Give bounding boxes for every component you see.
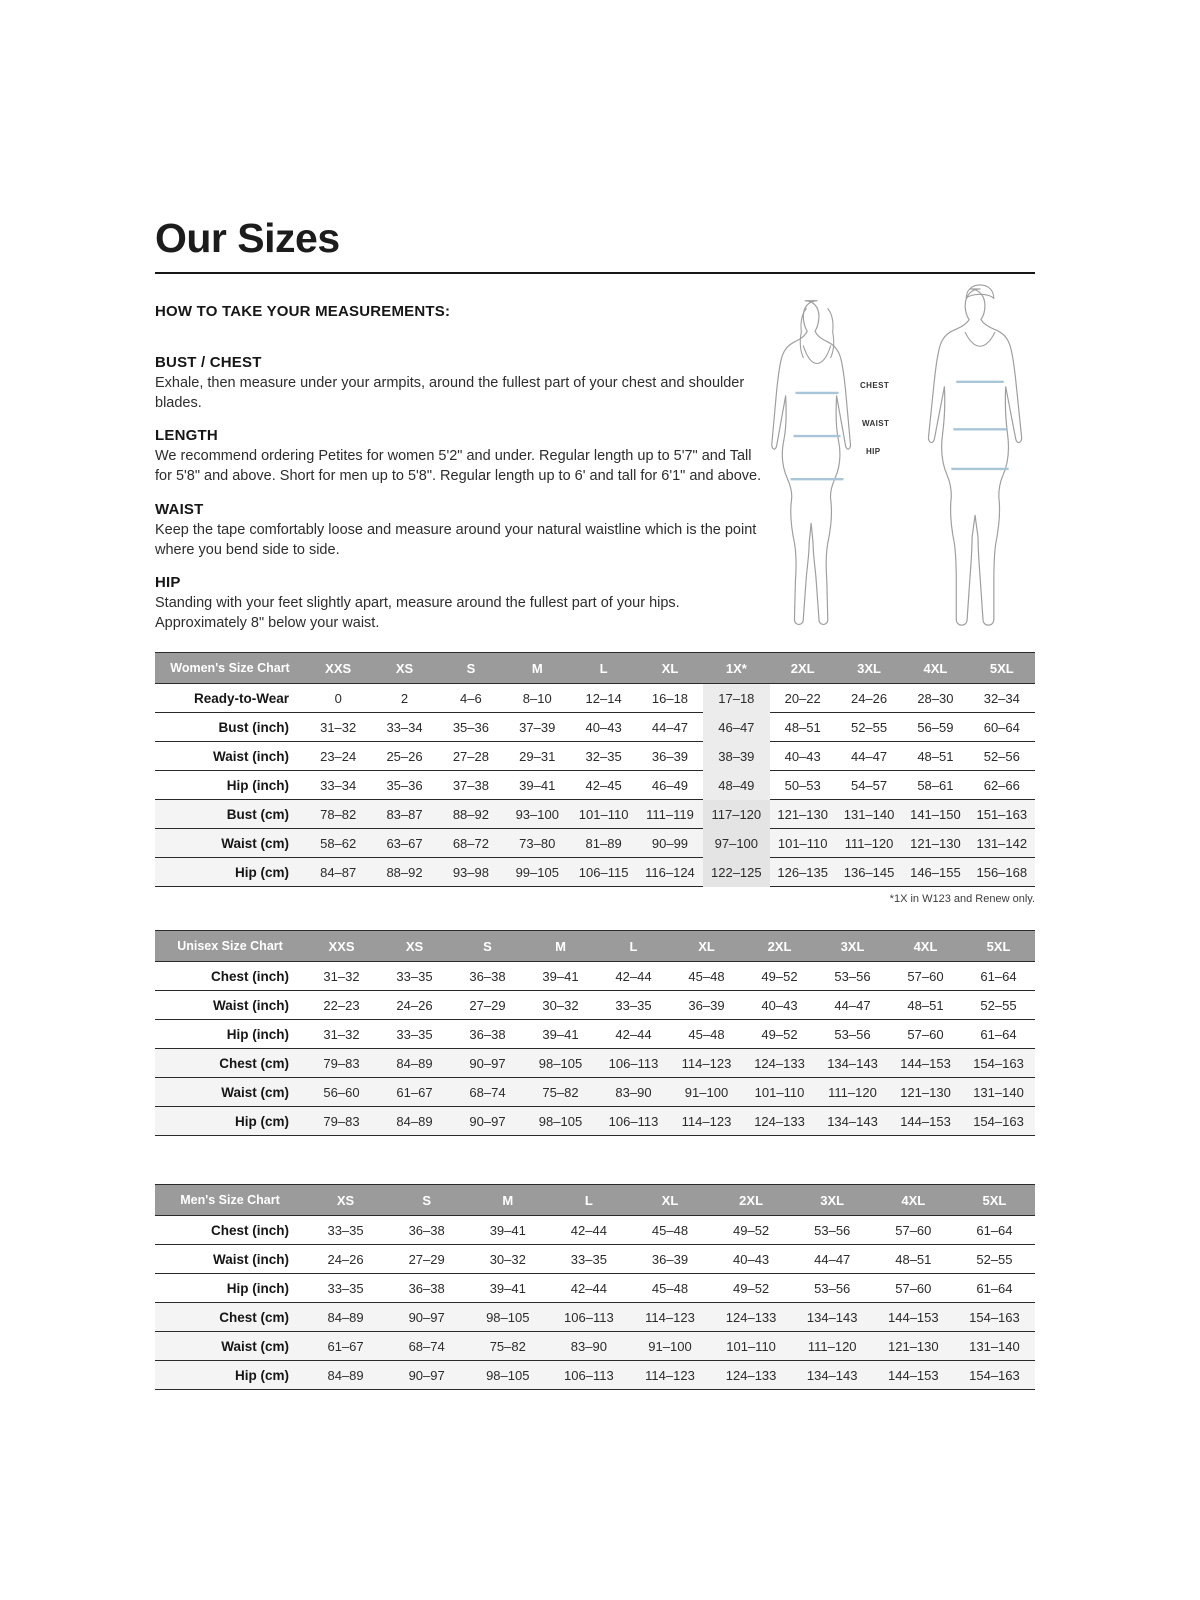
section-title: HIP <box>155 574 181 592</box>
size-value: 33–34 <box>305 771 371 800</box>
table-title-cell: Women's Size Chart <box>155 653 305 684</box>
size-value: 39–41 <box>467 1274 548 1303</box>
size-value: 84–89 <box>305 1303 386 1332</box>
size-value: 56–60 <box>305 1078 378 1107</box>
size-column-header: S <box>386 1185 467 1216</box>
size-value: 53–56 <box>792 1216 873 1245</box>
size-value: 106–113 <box>548 1303 629 1332</box>
size-value: 40–43 <box>570 713 636 742</box>
size-value: 131–140 <box>954 1332 1035 1361</box>
size-value: 90–97 <box>386 1303 467 1332</box>
size-column-header: M <box>467 1185 548 1216</box>
size-value: 106–113 <box>597 1107 670 1136</box>
table-row <box>155 1274 1035 1303</box>
size-column-header: L <box>548 1185 629 1216</box>
size-value: 84–89 <box>378 1107 451 1136</box>
size-value: 97–100 <box>703 829 769 858</box>
row-label: Hip (cm) <box>155 1107 305 1136</box>
size-value: 27–28 <box>438 742 504 771</box>
size-value: 134–143 <box>792 1303 873 1332</box>
size-value: 42–44 <box>548 1216 629 1245</box>
woman-body-outline <box>772 301 851 625</box>
size-value: 49–52 <box>743 962 816 991</box>
size-value: 61–67 <box>378 1078 451 1107</box>
table-row <box>155 991 1035 1020</box>
size-value: 30–32 <box>467 1245 548 1274</box>
size-value: 24–26 <box>836 684 902 713</box>
size-value: 75–82 <box>467 1332 548 1361</box>
size-value: 48–51 <box>902 742 968 771</box>
size-value: 24–26 <box>305 1245 386 1274</box>
size-value: 32–35 <box>570 742 636 771</box>
table-row <box>155 858 1035 887</box>
size-value: 124–133 <box>711 1303 792 1332</box>
size-value: 111–120 <box>816 1078 889 1107</box>
size-value: 61–64 <box>962 962 1035 991</box>
size-value: 121–130 <box>873 1332 954 1361</box>
size-value: 106–113 <box>548 1361 629 1390</box>
size-value: 45–48 <box>670 1020 743 1049</box>
size-value: 124–133 <box>743 1107 816 1136</box>
section-bust-chest <box>155 354 770 413</box>
row-label: Ready-to-Wear <box>155 684 305 713</box>
size-value: 36–38 <box>451 1020 524 1049</box>
size-column-header: 4XL <box>873 1185 954 1216</box>
size-value: 99–105 <box>504 858 570 887</box>
size-value: 79–83 <box>305 1049 378 1078</box>
table-row <box>155 1245 1035 1274</box>
size-value: 134–143 <box>792 1361 873 1390</box>
size-value: 40–43 <box>711 1245 792 1274</box>
size-value: 131–140 <box>962 1078 1035 1107</box>
size-value: 52–56 <box>969 742 1035 771</box>
size-value: 33–35 <box>597 991 670 1020</box>
size-column-header: 3XL <box>792 1185 873 1216</box>
size-value: 81–89 <box>570 829 636 858</box>
size-value: 2 <box>371 684 437 713</box>
size-value: 58–62 <box>305 829 371 858</box>
size-value: 46–49 <box>637 771 703 800</box>
size-value: 144–153 <box>873 1303 954 1332</box>
size-column-header: XL <box>670 931 743 962</box>
size-value: 93–100 <box>504 800 570 829</box>
size-value: 93–98 <box>438 858 504 887</box>
size-value: 116–124 <box>637 858 703 887</box>
hip-label: HIP <box>866 447 881 456</box>
size-value: 84–89 <box>305 1361 386 1390</box>
size-value: 111–119 <box>637 800 703 829</box>
row-label: Chest (inch) <box>155 1216 305 1245</box>
size-value: 78–82 <box>305 800 371 829</box>
size-value: 53–56 <box>792 1274 873 1303</box>
size-value: 28–30 <box>902 684 968 713</box>
size-value: 98–105 <box>524 1107 597 1136</box>
size-column-header: 5XL <box>954 1185 1035 1216</box>
size-value: 57–60 <box>889 1020 962 1049</box>
size-value: 117–120 <box>703 800 769 829</box>
size-column-header: 2XL <box>770 653 836 684</box>
size-value: 57–60 <box>889 962 962 991</box>
size-value: 54–57 <box>836 771 902 800</box>
size-value: 39–41 <box>524 962 597 991</box>
size-value: 35–36 <box>371 771 437 800</box>
size-value: 42–44 <box>597 1020 670 1049</box>
size-value: 36–39 <box>670 991 743 1020</box>
size-value: 33–34 <box>371 713 437 742</box>
chest-label: CHEST <box>860 381 890 390</box>
size-value: 33–35 <box>378 1020 451 1049</box>
table-row <box>155 800 1035 829</box>
size-column-header: XL <box>629 1185 710 1216</box>
size-column-header: 5XL <box>969 653 1035 684</box>
size-value: 141–150 <box>902 800 968 829</box>
size-value: 53–56 <box>816 962 889 991</box>
unisex-size-table <box>155 930 1035 1136</box>
size-column-header: XS <box>305 1185 386 1216</box>
row-label: Chest (cm) <box>155 1049 305 1078</box>
size-value: 49–52 <box>743 1020 816 1049</box>
size-value: 57–60 <box>873 1216 954 1245</box>
table-row <box>155 771 1035 800</box>
size-value: 22–23 <box>305 991 378 1020</box>
table-row <box>155 962 1035 991</box>
size-value: 48–49 <box>703 771 769 800</box>
size-value: 33–35 <box>378 962 451 991</box>
size-value: 45–48 <box>670 962 743 991</box>
size-value: 101–110 <box>570 800 636 829</box>
instructions-heading: HOW TO TAKE YOUR MEASUREMENTS: <box>155 303 451 320</box>
size-value: 50–53 <box>770 771 836 800</box>
title-divider <box>155 272 1035 274</box>
size-value: 84–87 <box>305 858 371 887</box>
size-value: 30–32 <box>524 991 597 1020</box>
size-value: 83–87 <box>371 800 437 829</box>
size-value: 49–52 <box>711 1274 792 1303</box>
size-value: 56–59 <box>902 713 968 742</box>
section-waist <box>155 501 770 560</box>
row-label: Waist (cm) <box>155 1332 305 1361</box>
womens-size-table <box>155 652 1035 887</box>
size-value: 42–44 <box>548 1274 629 1303</box>
size-column-header: 2XL <box>711 1185 792 1216</box>
row-label: Hip (inch) <box>155 1020 305 1049</box>
size-value: 16–18 <box>637 684 703 713</box>
size-value: 8–10 <box>504 684 570 713</box>
size-value: 111–120 <box>836 829 902 858</box>
size-value: 106–113 <box>597 1049 670 1078</box>
row-label: Waist (inch) <box>155 742 305 771</box>
size-value: 136–145 <box>836 858 902 887</box>
size-value: 20–22 <box>770 684 836 713</box>
size-value: 24–26 <box>378 991 451 1020</box>
size-value: 48–51 <box>889 991 962 1020</box>
size-value: 75–82 <box>524 1078 597 1107</box>
row-label: Waist (cm) <box>155 1078 305 1107</box>
size-value: 88–92 <box>438 800 504 829</box>
size-value: 39–41 <box>504 771 570 800</box>
row-label: Hip (inch) <box>155 771 305 800</box>
size-value: 121–130 <box>902 829 968 858</box>
size-value: 79–83 <box>305 1107 378 1136</box>
size-value: 33–35 <box>305 1216 386 1245</box>
size-value: 90–97 <box>451 1107 524 1136</box>
size-value: 17–18 <box>703 684 769 713</box>
size-value: 36–39 <box>637 742 703 771</box>
woman-silhouette <box>754 289 880 637</box>
size-column-header: XS <box>378 931 451 962</box>
size-value: 44–47 <box>792 1245 873 1274</box>
size-column-header: 1X* <box>703 653 769 684</box>
size-value: 53–56 <box>816 1020 889 1049</box>
table-title-cell: Unisex Size Chart <box>155 931 305 962</box>
size-value: 27–29 <box>451 991 524 1020</box>
size-column-header: XXS <box>305 653 371 684</box>
size-value: 144–153 <box>889 1107 962 1136</box>
size-value: 98–105 <box>467 1303 548 1332</box>
size-value: 40–43 <box>770 742 836 771</box>
size-column-header: XXS <box>305 931 378 962</box>
size-value: 134–143 <box>816 1049 889 1078</box>
row-label: Hip (cm) <box>155 1361 305 1390</box>
size-value: 42–44 <box>597 962 670 991</box>
row-label: Chest (cm) <box>155 1303 305 1332</box>
size-value: 83–90 <box>548 1332 629 1361</box>
size-value: 111–120 <box>792 1332 873 1361</box>
size-value: 106–115 <box>570 858 636 887</box>
size-value: 88–92 <box>371 858 437 887</box>
size-value: 39–41 <box>524 1020 597 1049</box>
table-row <box>155 684 1035 713</box>
section-hip <box>155 574 770 633</box>
size-value: 52–55 <box>836 713 902 742</box>
table-row <box>155 1020 1035 1049</box>
size-value: 25–26 <box>371 742 437 771</box>
size-value: 52–55 <box>962 991 1035 1020</box>
size-value: 68–74 <box>386 1332 467 1361</box>
size-value: 91–100 <box>670 1078 743 1107</box>
size-column-header: L <box>570 653 636 684</box>
size-value: 46–47 <box>703 713 769 742</box>
size-value: 61–67 <box>305 1332 386 1361</box>
size-value: 146–155 <box>902 858 968 887</box>
size-value: 40–43 <box>743 991 816 1020</box>
size-value: 90–97 <box>386 1361 467 1390</box>
size-value: 36–38 <box>386 1216 467 1245</box>
size-value: 68–72 <box>438 829 504 858</box>
table-row <box>155 829 1035 858</box>
size-value: 131–140 <box>836 800 902 829</box>
size-value: 31–32 <box>305 1020 378 1049</box>
size-value: 154–163 <box>962 1049 1035 1078</box>
size-value: 35–36 <box>438 713 504 742</box>
table-row <box>155 742 1035 771</box>
size-value: 84–89 <box>378 1049 451 1078</box>
size-column-header: S <box>451 931 524 962</box>
size-value: 48–51 <box>770 713 836 742</box>
size-value: 42–45 <box>570 771 636 800</box>
size-value: 39–41 <box>467 1216 548 1245</box>
size-value: 4–6 <box>438 684 504 713</box>
table-row <box>155 1049 1035 1078</box>
size-value: 27–29 <box>386 1245 467 1274</box>
section-length <box>155 427 770 486</box>
size-value: 32–34 <box>969 684 1035 713</box>
size-value: 0 <box>305 684 371 713</box>
size-value: 57–60 <box>873 1274 954 1303</box>
size-value: 61–64 <box>962 1020 1035 1049</box>
size-value: 73–80 <box>504 829 570 858</box>
section-body: Standing with your feet slightly apart, measure around the fullest part of your hips. Approximately 8" below your waist. <box>155 595 680 632</box>
section-title: LENGTH <box>155 427 218 445</box>
size-value: 90–97 <box>451 1049 524 1078</box>
row-label: Waist (cm) <box>155 829 305 858</box>
mens-size-table <box>155 1184 1035 1390</box>
measurement-instructions <box>155 303 770 648</box>
size-value: 49–52 <box>711 1216 792 1245</box>
size-column-header: 3XL <box>836 653 902 684</box>
waist-label: WAIST <box>862 419 890 428</box>
size-value: 37–38 <box>438 771 504 800</box>
size-value: 98–105 <box>467 1361 548 1390</box>
size-value: 44–47 <box>836 742 902 771</box>
size-value: 48–51 <box>873 1245 954 1274</box>
size-value: 44–47 <box>637 713 703 742</box>
size-value: 114–123 <box>670 1049 743 1078</box>
size-chart-footnote: *1X in W123 and Renew only. <box>889 893 1035 905</box>
size-column-header: 3XL <box>816 931 889 962</box>
size-column-header: 4XL <box>889 931 962 962</box>
size-value: 134–143 <box>816 1107 889 1136</box>
size-value: 98–105 <box>524 1049 597 1078</box>
size-value: 45–48 <box>629 1216 710 1245</box>
size-value: 58–61 <box>902 771 968 800</box>
size-value: 154–163 <box>954 1361 1035 1390</box>
size-value: 121–130 <box>889 1078 962 1107</box>
size-column-header: M <box>524 931 597 962</box>
size-value: 29–31 <box>504 742 570 771</box>
size-value: 31–32 <box>305 713 371 742</box>
size-column-header: 4XL <box>902 653 968 684</box>
size-value: 83–90 <box>597 1078 670 1107</box>
size-value: 52–55 <box>954 1245 1035 1274</box>
size-value: 60–64 <box>969 713 1035 742</box>
size-column-header: 5XL <box>962 931 1035 962</box>
table-row <box>155 1107 1035 1136</box>
size-value: 31–32 <box>305 962 378 991</box>
size-value: 61–64 <box>954 1216 1035 1245</box>
size-value: 154–163 <box>962 1107 1035 1136</box>
size-value: 114–123 <box>629 1361 710 1390</box>
size-value: 62–66 <box>969 771 1035 800</box>
man-silhouette <box>912 281 1048 637</box>
size-value: 151–163 <box>969 800 1035 829</box>
row-label: Waist (inch) <box>155 991 305 1020</box>
size-value: 12–14 <box>570 684 636 713</box>
size-value: 101–110 <box>770 829 836 858</box>
size-value: 121–130 <box>770 800 836 829</box>
row-label: Bust (cm) <box>155 800 305 829</box>
size-column-header: XL <box>637 653 703 684</box>
section-body: We recommend ordering Petites for women 5'2" and under. Regular length up to 5'7" and Tall for 5'8" and above. Short for men up to 5'8". Regular length up to 6' and tall for 6'1" and above. <box>155 448 762 485</box>
size-value: 154–163 <box>954 1303 1035 1332</box>
row-label: Hip (cm) <box>155 858 305 887</box>
size-value: 23–24 <box>305 742 371 771</box>
size-value: 45–48 <box>629 1274 710 1303</box>
table-row <box>155 1078 1035 1107</box>
size-column-header: L <box>597 931 670 962</box>
table-row <box>155 1361 1035 1390</box>
size-value: 101–110 <box>743 1078 816 1107</box>
row-label: Waist (inch) <box>155 1245 305 1274</box>
size-value: 36–38 <box>386 1274 467 1303</box>
size-value: 124–133 <box>743 1049 816 1078</box>
row-label: Bust (inch) <box>155 713 305 742</box>
size-value: 126–135 <box>770 858 836 887</box>
size-value: 156–168 <box>969 858 1035 887</box>
size-value: 36–39 <box>629 1245 710 1274</box>
table-row <box>155 1303 1035 1332</box>
table-row <box>155 713 1035 742</box>
page-title: Our Sizes <box>155 215 340 261</box>
size-value: 90–99 <box>637 829 703 858</box>
size-column-header: XS <box>371 653 437 684</box>
size-value: 101–110 <box>711 1332 792 1361</box>
size-column-header: M <box>504 653 570 684</box>
table-title-cell: Men's Size Chart <box>155 1185 305 1216</box>
measurement-figures <box>742 281 1048 639</box>
table-row <box>155 1216 1035 1245</box>
size-value: 38–39 <box>703 742 769 771</box>
size-value: 124–133 <box>711 1361 792 1390</box>
size-column-header: S <box>438 653 504 684</box>
size-value: 144–153 <box>889 1049 962 1078</box>
size-column-header: 2XL <box>743 931 816 962</box>
section-body: Exhale, then measure under your armpits, around the fullest part of your chest and shoulder blades. <box>155 375 745 411</box>
size-value: 114–123 <box>670 1107 743 1136</box>
man-body-outline <box>928 289 1021 625</box>
size-value: 36–38 <box>451 962 524 991</box>
size-value: 91–100 <box>629 1332 710 1361</box>
size-value: 131–142 <box>969 829 1035 858</box>
size-value: 114–123 <box>629 1303 710 1332</box>
size-value: 37–39 <box>504 713 570 742</box>
size-value: 122–125 <box>703 858 769 887</box>
size-value: 33–35 <box>305 1274 386 1303</box>
row-label: Chest (inch) <box>155 962 305 991</box>
size-value: 68–74 <box>451 1078 524 1107</box>
section-body: Keep the tape comfortably loose and measure around your natural waistline which is the point where you bend side to side. <box>155 521 757 558</box>
size-value: 33–35 <box>548 1245 629 1274</box>
section-title: BUST / CHEST <box>155 354 262 371</box>
size-value: 61–64 <box>954 1274 1035 1303</box>
row-label: Hip (inch) <box>155 1274 305 1303</box>
section-title: WAIST <box>155 500 204 518</box>
size-value: 44–47 <box>816 991 889 1020</box>
table-row <box>155 1332 1035 1361</box>
size-value: 63–67 <box>371 829 437 858</box>
size-value: 144–153 <box>873 1361 954 1390</box>
